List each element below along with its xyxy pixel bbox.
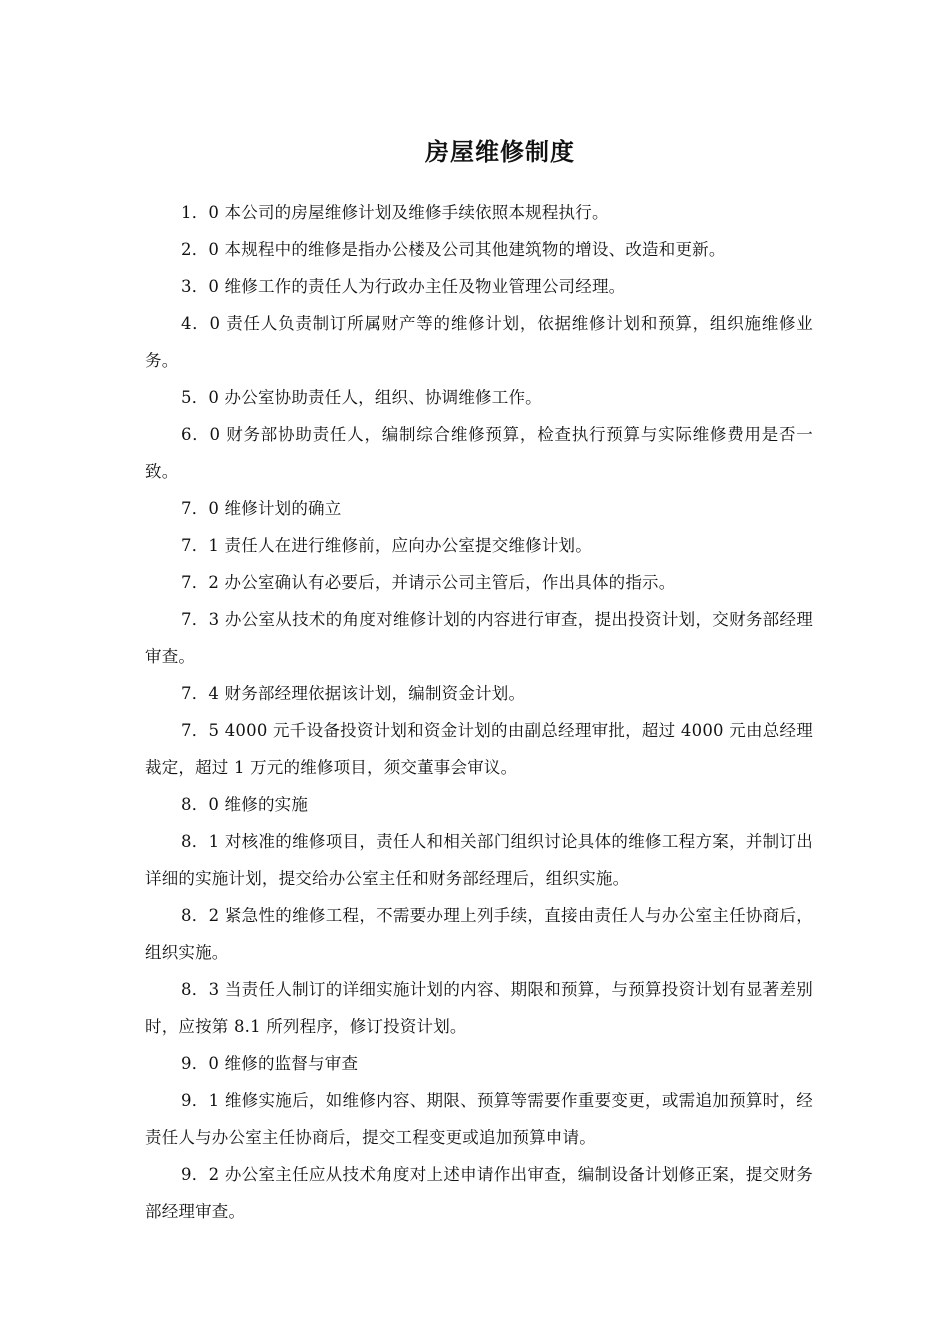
paragraph-2-0: 2．0 本规程中的维修是指办公楼及公司其他建筑物的增设、改造和更新。 xyxy=(181,240,726,259)
paragraph-8-2: 8．2 紧急性的维修工程，不需要办理上列手续，直接由责任人与办公室主任协商后，组织实施。 xyxy=(145,906,813,962)
section-heading-9-0: 9．0 维修的监督与审查 xyxy=(181,1054,359,1073)
paragraph-9-1: 9．1 维修实施后，如维修内容、期限、预算等需要作重要变更，或需追加预算时，经责任人与办公室主任协商后，提交工程变更或追加预算申请。 xyxy=(145,1091,813,1147)
paragraph-8-1: 8．1 对核准的维修项目，责任人和相关部门组织讨论具体的维修工程方案，并制订出详细的实施计划，提交给办公室主任和财务部经理后，组织实施。 xyxy=(145,832,813,888)
paragraph-7-1: 7．1 责任人在进行维修前，应向办公室提交维修计划。 xyxy=(181,536,592,555)
paragraph-3-0: 3．0 维修工作的责任人为行政办主任及物业管理公司经理。 xyxy=(181,277,626,296)
paragraph-6-0: 6．0 财务部协助责任人，编制综合维修预算，检查执行预算与实际维修费用是否一致。 xyxy=(145,425,813,481)
section-heading-7-0: 7．0 维修计划的确立 xyxy=(181,499,342,518)
paragraph-8-3: 8．3 当责任人制订的详细实施计划的内容、期限和预算，与预算投资计划有显著差别时，应按第 8.1 所列程序，修订投资计划。 xyxy=(145,980,813,1036)
document-title: 房屋维修制度 xyxy=(425,138,575,166)
paragraph-5-0: 5．0 办公室协助责任人，组织、协调维修工作。 xyxy=(181,388,542,407)
paragraph-7-4: 7．4 财务部经理依据该计划，编制资金计划。 xyxy=(181,684,526,703)
paragraph-4-0: 4．0 责任人负责制订所属财产等的维修计划，依据维修计划和预算，组织施维修业务。 xyxy=(145,314,813,370)
paragraph-9-2: 9．2 办公室主任应从技术角度对上述申请作出审查，编制设备计划修正案，提交财务部经理审查。 xyxy=(145,1165,813,1221)
paragraph-1-0: 1．0 本公司的房屋维修计划及维修手续依照本规程执行。 xyxy=(181,203,609,222)
paragraph-7-5: 7．5 4000 元千设备投资计划和资金计划的由副总经理审批，超过 4000 元由总经理裁定，超过 1 万元的维修项目，须交董事会审议。 xyxy=(145,721,813,777)
section-heading-8-0: 8．0 维修的实施 xyxy=(181,795,309,814)
document-body xyxy=(145,194,813,1230)
paragraph-7-2: 7．2 办公室确认有必要后，并请示公司主管后，作出具体的指示。 xyxy=(181,573,676,592)
paragraph-7-3: 7．3 办公室从技术的角度对维修计划的内容进行审查，提出投资计划，交财务部经理审查。 xyxy=(145,610,813,666)
